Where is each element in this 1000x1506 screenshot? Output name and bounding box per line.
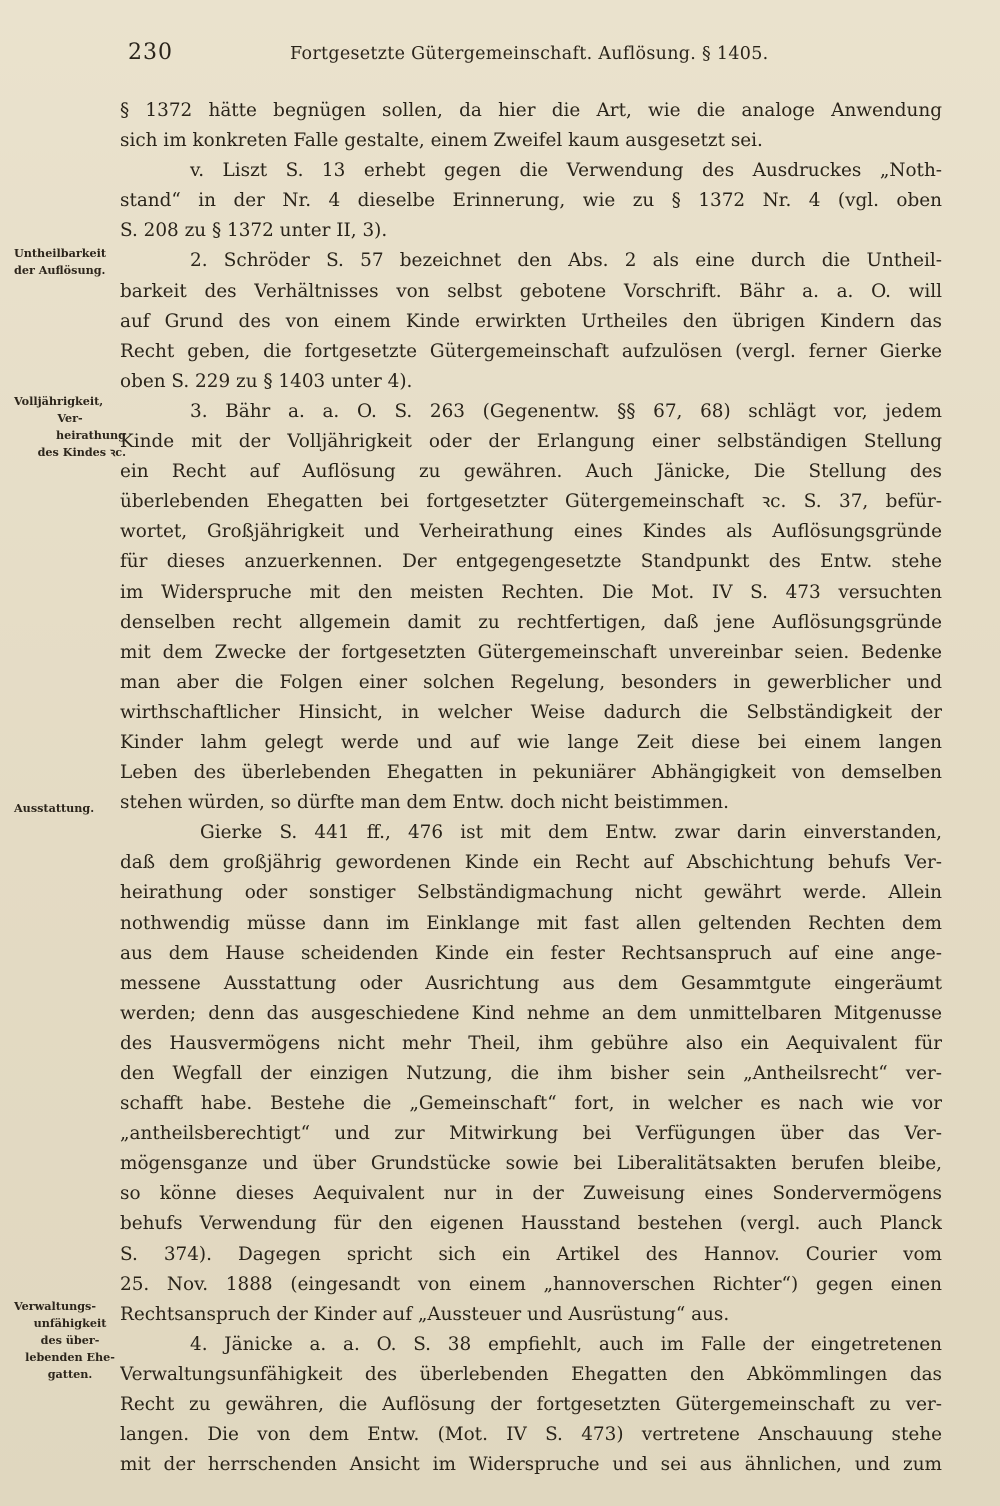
text-line: Recht geben, die fortgesetzte Gütergemeinschaft aufzulösen (vergl. ferner Gierke [120,340,942,362]
text-line: des Hausvermögens nicht mehr Theil, ihm gebühre also ein Aequivalent für [120,1032,942,1054]
text-line: S. 374). Dagegen spricht sich ein Artikel des Hannov. Courier vom [120,1243,942,1265]
text-line: so könne dieses Aequivalent nur in der Zuweisung eines Sondervermögens [120,1183,942,1205]
text-line: stand“ in der Nr. 4 dieselbe Erinnerung, wie zu § 1372 Nr. 4 (vgl. oben [120,190,942,212]
text-line: wirthschaftlicher Hinsicht, in welcher Weise dadurch die Selbständigkeit der [120,701,942,723]
text-line: Rechtsanspruch der Kinder auf „Aussteuer und Ausrüstung“ aus. [120,1303,730,1325]
margin-note-line: Ver- [57,411,83,425]
text-line: Kinde mit der Volljährigkeit oder der Erlangung einer selbständigen Stellung [120,431,942,453]
text-line: mit der herrschenden Ansicht im Widerspruche und sei aus ähnlichen, und zum [120,1454,942,1476]
text-line: den Wegfall der einzigen Nutzung, die ihm bisher sein „Antheilsrecht“ ver- [120,1063,942,1084]
margin-note-line: gatten. [47,1367,93,1381]
text-line: v. Liszt S. 13 erhebt gegen die Verwendung des Ausdruckes „Noth- [190,160,942,182]
text-line: ein Recht auf Auflösung zu gewähren. Auch Jänicke, Die Stellung des [120,461,942,483]
margin-note-line: der Auflösung. [14,263,106,277]
text-line: Recht zu gewähren, die Auflösung der fortgesetzten Gütergemeinschaft zu ver- [120,1394,942,1416]
text-line: werden; denn das ausgeschiedene Kind nehme an dem unmittelbaren Mitgenusse [120,1002,942,1024]
text-line: überlebenden Ehegatten bei fortgesetzter Gütergemeinschaft ꝛc. S. 37, befür- [120,491,942,513]
text-line: wortet, Großjährigkeit und Verheirathung eines Kindes als Auflösungsgründe [120,521,942,543]
text-line: Gierke S. 441 ff., 476 ist mit dem Entw. zwar darin einverstanden, [200,822,942,844]
margin-note-line: des Kindes ꝛc. [37,445,126,459]
text-line: Verwaltungsunfähigkeit des überlebenden Ehegatten den Abkömmlingen das [120,1363,942,1385]
text-line: mit dem Zwecke der fortgesetzten Gütergemeinschaft unvereinbar seien. Bedenke [120,641,942,663]
text-line: S. 208 zu § 1372 unter II, 3). [120,220,388,242]
text-line: schafft habe. Bestehe die „Gemeinschaft“ fort, in welcher es nach wie vor [120,1093,942,1115]
margin-note-line: Verwaltungs- [14,1299,96,1313]
page-number: 230 [128,40,173,65]
margin-note-line: Volljährigkeit, [14,394,104,408]
text-line: messene Ausstattung oder Ausrichtung aus dem Gesammtgute eingeräumt [120,972,942,994]
margin-note-volljaehrigkeit [14,393,126,461]
text-line: daß dem großjährig gewordenen Kinde ein Recht auf Abschichtung behufs Ver- [120,852,942,874]
margin-note-line: unfähigkeit [33,1316,107,1330]
text-line: Kinder lahm gelegt werde und auf wie lange Zeit diese bei einem langen [120,731,942,753]
text-line: im Widerspruche mit den meisten Rechten. Die Mot. IV S. 473 versuchten [120,581,942,603]
margin-note-line: lebenden Ehe- [25,1350,115,1364]
margin-note-verwaltungsunfaehigkeit [14,1298,126,1383]
margin-note-line: heirathung [55,428,126,442]
text-line: behufs Verwendung für den eigenen Hausstand bestehen (vergl. auch Planck [120,1213,942,1235]
text-line: sich im konkreten Falle gestalte, einem Zweifel kaum ausgesetzt sei. [120,130,763,152]
text-line: man aber die Folgen einer solchen Regelung, besonders in gewerblicher und [120,671,942,693]
text-line: barkeit des Verhältnisses von selbst gebotene Vorschrift. Bähr a. a. O. will [120,280,942,302]
text-line: 4. Jänicke a. a. O. S. 38 empfiehlt, auch im Falle der eingetretenen [190,1333,942,1355]
margin-note-line: Ausstattung. [14,801,95,815]
margin-note-line: Untheilbarkeit [14,246,107,260]
text-line: aus dem Hause scheidenden Kinde ein fester Rechtsanspruch auf eine ange- [120,942,942,964]
text-line: 2. Schröder S. 57 bezeichnet den Abs. 2 als eine durch die Untheil- [190,250,942,272]
text-line: nothwendig müsse dann im Einklange mit fast allen geltenden Rechten dem [120,912,942,934]
text-line: stehen würden, so dürfte man dem Entw. doch nicht beistimmen. [120,792,729,814]
text-line: § 1372 hätte begnügen sollen, da hier die Art, wie die analoge Anwendung [120,100,942,121]
text-line: denselben recht allgemein damit zu rechtfertigen, daß jene Auflösungsgründe [120,611,942,633]
running-title: Fortgesetzte Gütergemeinschaft. Auflösung. § 1405. [290,44,769,64]
margin-note-line: des über- [40,1333,100,1347]
body-text [120,96,942,1480]
text-line: mögensganze und über Grundstücke sowie bei Liberalitätsakten berufen bleibe, [120,1153,942,1175]
text-line: auf Grund des von einem Kinde erwirkten Urtheiles den übrigen Kindern das [120,310,942,332]
text-line: langen. Die von dem Entw. (Mot. IV S. 473) vertretene Anschauung stehe [120,1424,942,1446]
text-line: 25. Nov. 1888 (eingesandt von einem „hannoverschen Richter“) gegen einen [120,1273,942,1295]
text-line: 3. Bähr a. a. O. S. 263 (Gegenentw. §§ 67, 68) schlägt vor, jedem [190,400,942,422]
text-line: heirathung oder sonstiger Selbständigmachung nicht gewährt werde. Allein [120,882,942,904]
text-line: „antheilsberechtigt“ und zur Mitwirkung bei Verfügungen über das Ver- [120,1123,942,1145]
text-line: oben S. 229 zu § 1403 unter 4). [120,370,413,392]
margin-note-untheilbarkeit [14,245,126,279]
text-line: Leben des überlebenden Ehegatten in pekuniärer Abhängigkeit von demselben [120,762,942,784]
margin-note-ausstattung [14,800,126,817]
text-line: für dieses anzuerkennen. Der entgegengesetzte Standpunkt des Entw. stehe [120,551,942,573]
